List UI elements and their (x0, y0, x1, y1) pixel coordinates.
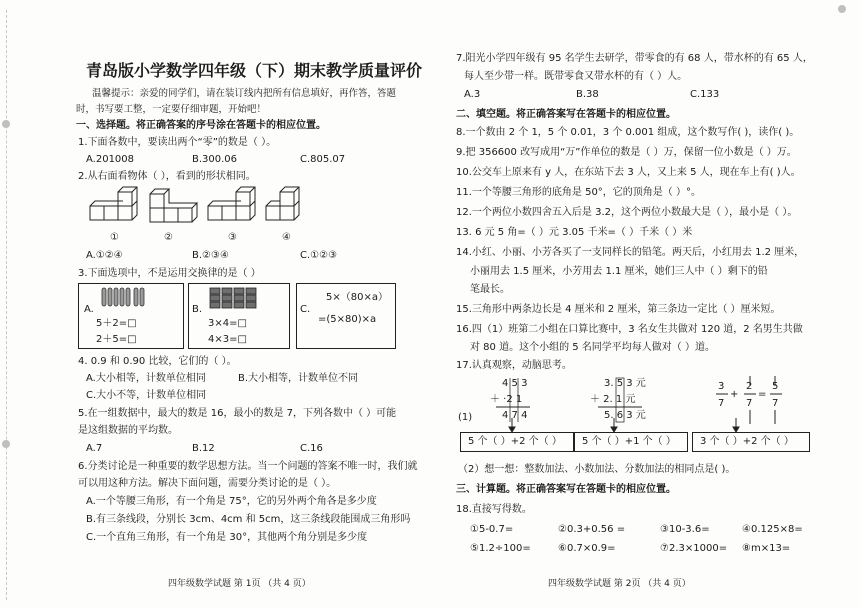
q18-item-8: ⑧m×13= (742, 543, 791, 554)
q17-stem: 17.认真观察，动脑思考。 (456, 360, 572, 371)
q2-option-b: B.②③④ (192, 250, 229, 261)
q17-calc-2-row-2: ＋ 2. 1 元 (590, 394, 636, 405)
q3-option-b-label: B. (192, 304, 203, 315)
q4-option-c: C.大小不等，计数单位相同 (86, 390, 207, 401)
q16-line-2: 对 80 道。这个小组的 5 名同学平均每人做对（ ）道。 (470, 342, 715, 353)
q3-stem: 3.下面选项中，不是运用交换律的是（ ） (78, 268, 261, 279)
q3-option-c-eq1: 5×（80×a） (326, 292, 388, 303)
q7-option-c: C.133 (690, 89, 720, 100)
q14-line-3: 笔最长。 (470, 284, 510, 295)
q3-option-a-eq1: 5＋2=□ (96, 318, 137, 329)
section-1-heading: 一、选择题。将正确答案的序号涂在答题卡的相应位置。 (76, 120, 326, 131)
q2-figure-label-1: ① (110, 232, 119, 243)
q18-item-2: ②0.3+0.56 = (558, 524, 626, 535)
q4-option-b: B.大小相等，计数单位不同 (238, 373, 359, 384)
q6-option-b: B.有三条线段，分别长 3cm、4cm 和 5cm，这三条线段能围成三角形吗 (86, 514, 411, 525)
q11: 11.一个等腰三角形的底角是 50°，它的顶角是（ ）°。 (456, 187, 701, 198)
q4-stem: 4. 0.9 和 0.90 比较，它们的（ ）。 (78, 356, 237, 367)
binding-hole (2, 120, 10, 128)
page-2-footer: 四年级数学试题 第 2页 （共 4 页） (548, 579, 691, 589)
q18-item-7: ⑦2.3×1000= (660, 543, 728, 554)
q2-figure-label-4: ④ (282, 232, 291, 243)
section-2-heading: 二、填空题。将正确答案写在答题卡的相应位置。 (456, 109, 676, 120)
q1-option-c: C.805.07 (300, 154, 346, 165)
q17-fraction-2-denominator: 7 (746, 398, 753, 409)
q18-stem: 18.直接写得数。 (456, 504, 532, 515)
exam-title: 青岛版小学数学四年级（下）期末教学质量评价 (86, 61, 423, 80)
q17-calc-1-row-3: 4 7 4 (502, 410, 528, 421)
q2-option-c: C.①②③ (300, 250, 338, 261)
pencil-bundles-icon (100, 286, 144, 308)
q7-line-1: 7.阳光小学四年级有 95 名学生去研学，带零食的有 68 人，带水杯的有 65 人， (456, 53, 813, 64)
q1-option-a: A.201008 (86, 154, 135, 165)
q17-fraction-3-denominator: 7 (772, 398, 779, 409)
q3-option-b-eq2: 4×3=□ (208, 334, 247, 345)
q2-cube-figures (88, 186, 328, 242)
q17-calc-1-row-1: 4 5 3 (502, 378, 528, 389)
q13: 13. 6 元 5 角=（ ）元 3.05 千米=（ ）千米（ ）米 (456, 227, 693, 238)
tip-line-2: 时，书写要工整，一定要仔细审题，开始吧！ (76, 104, 267, 115)
q5-option-a: A.7 (86, 443, 103, 454)
q6-line-2: 可以用这种方法。解决下面问题，需要分类讨论的是（ ）。 (78, 478, 337, 489)
q14-line-2: 小丽用去 1.5 厘米，小芳用去 1.1 厘米，她们三人中（ ）剩下的铅 (470, 266, 768, 277)
q6-option-c: C.一个直角三角形，有一个角是 30°，其他两个角分别是多少度 (86, 532, 368, 543)
q2-stem: 2.从右面看物体（ ），看到的形状相同。 (78, 171, 256, 182)
q18-item-1: ①5-0.7= (470, 524, 514, 535)
q17-answer-box-3-text: 3 个（ ）+2 个（ ） (700, 436, 794, 447)
q17-fraction-1-numerator: 3 (718, 381, 725, 392)
section-3-heading: 三、计算题。将正确答案写在答题卡的相应位置。 (456, 484, 676, 495)
q18-item-5: ⑤1.2÷100= (470, 543, 531, 554)
q18-item-3: ③10-3.6= (660, 524, 710, 535)
q17-part-2: （2）想一想：整数加法、小数加法、分数加法的相同点是( )。 (458, 464, 736, 475)
q1-stem: 1.下面各数中，要读出两个“零”的数是（ ）。 (78, 137, 277, 148)
q3-option-a-eq2: 2＋5=□ (96, 334, 137, 345)
q17-calc-1-row-2: ＋ ·2 1 (490, 394, 523, 405)
q17-fraction-equals-sign: = (758, 389, 767, 400)
q2-option-a: A.①②④ (86, 250, 123, 261)
q3-option-c-label: C. (300, 304, 311, 315)
q7-option-b: B.38 (576, 89, 599, 100)
q5-option-b: B.12 (192, 443, 215, 454)
q12: 12.一个两位小数四舍五入后是 3.2，这个两位小数最大是（ ），最小是（ ）。 (456, 207, 798, 218)
q1-option-b: B.300.06 (192, 154, 238, 165)
binding-hole (838, 5, 846, 13)
q9: 9.把 356600 改写成用“万”作单位的数是（ ）万，保留一位小数是（ ）万。 (456, 147, 797, 158)
q18-item-6: ⑥0.7×0.9= (558, 543, 616, 554)
q3-option-b-eq1: 3×4=□ (208, 318, 247, 329)
q16-line-1: 16.四（1）班第二小组在口算比赛中，3 名女生共做对 120 道，2 名男生共做 (456, 324, 803, 335)
q7-option-a: A.3 (464, 89, 481, 100)
q6-option-a: A.一个等腰三角形，有一个角是 75°，它的另外两个角各是多少度 (86, 496, 377, 507)
q17-calc-2-row-1: 3. 5 3 元 (604, 378, 646, 389)
page-1-footer: 四年级数学试题 第 1页 （共 4 页） (168, 579, 311, 589)
q17-answer-box-1-text: 5 个（ ）+2 个（ ） (468, 436, 562, 447)
q15: 15.三角形中两条边长是 4 厘米和 2 厘米，第三条边一定比（ ）厘米短。 (456, 304, 781, 315)
q17-fraction-2-numerator: 2 (746, 381, 753, 392)
q17-fraction-plus-sign: + (730, 389, 739, 400)
q5-line-2: 是这组数据的平均数。 (78, 425, 178, 436)
block-stacks-icon (208, 286, 258, 312)
q10: 10.公交车上原来有 y 人，在东站下去 3 人，又上来 5 人，现在车上有( )人。 (456, 167, 801, 178)
q17-calc-2-row-3: 5. 6 3 元 (604, 410, 646, 421)
binding-hole (2, 440, 10, 448)
q5-option-c: C.16 (300, 443, 323, 454)
q7-line-2: 每人至少带一样。既带零食又带水杯的有（ ）人。 (464, 71, 688, 82)
tip-line-1: 温馨提示：亲爱的同学们，请在装订线内把所有信息填好，再作答，答题 (92, 88, 397, 99)
q2-figure-label-3: ③ (228, 232, 237, 243)
q17-fraction-1-denominator: 7 (718, 398, 725, 409)
q17-part-1-label: (1) (458, 412, 473, 423)
q3-option-c-eq2: =(5×80)×a (318, 314, 377, 325)
binding-line (6, 10, 8, 600)
q18-item-4: ④0.125×8= (742, 524, 803, 535)
q14-line-1: 14.小红、小丽、小芳各买了一支同样长的铅笔。两天后，小红用去 1.2 厘米， (456, 247, 805, 258)
q17-answer-box-2-text: 5 个（ ）+1 个（ ） (582, 436, 676, 447)
q8: 8.一个数由 2 个 1，5 个 0.01，3 个 0.001 组成，这个数写作( )，读作( )。 (456, 127, 800, 138)
q6-line-1: 6.分类讨论是一种重要的数学思想方法。当一个问题的答案不唯一时，我们就 (78, 461, 418, 472)
q4-option-a: A.大小相等，计数单位相同 (86, 373, 206, 384)
q17-fraction-3-numerator: 5 (772, 381, 779, 392)
q3-option-a-label: A. (84, 304, 94, 315)
q2-figure-label-2: ② (164, 232, 173, 243)
q5-line-1: 5.在一组数据中，最大的数是 16，最小的数是 7，下列各数中（ ）可能 (78, 408, 397, 419)
